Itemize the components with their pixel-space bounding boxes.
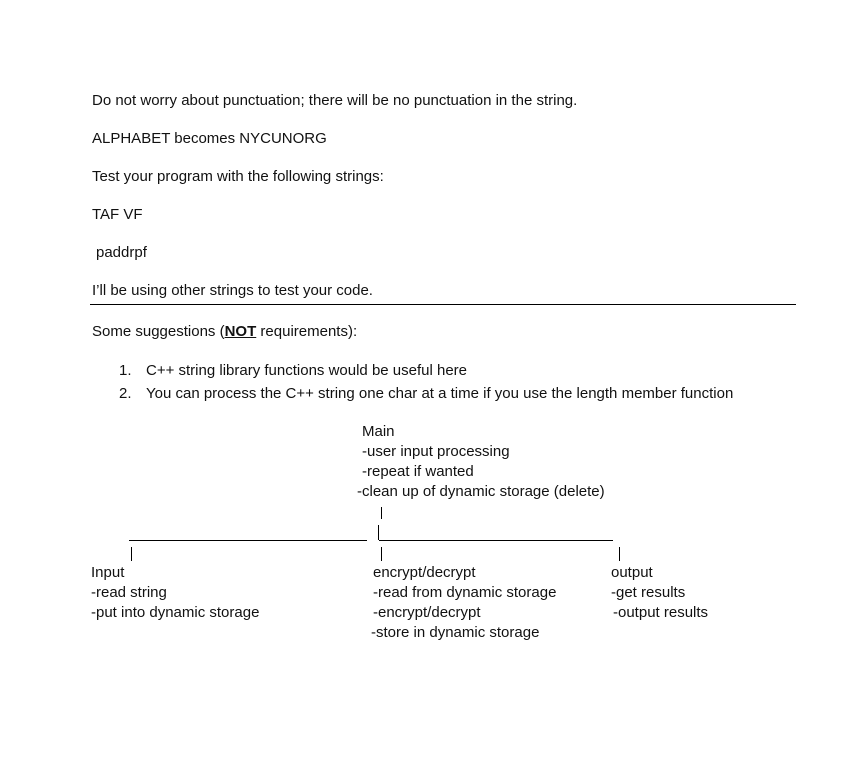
suggestions-suffix: requirements):: [256, 323, 358, 340]
suggestions-emphasis: NOT: [224, 323, 257, 340]
example-text: ALPHABET becomes NYCUNORG: [92, 130, 327, 147]
suggestions-prefix: Some suggestions (: [92, 323, 225, 340]
suggestion-item-2: You can process the C++ string one char at a time if you use the length member function: [146, 385, 734, 402]
suggestion-number-1: 1.: [119, 362, 132, 379]
test-string-1: TAF VF: [92, 206, 143, 223]
diagram-input-line-2: -put into dynamic storage: [91, 604, 260, 621]
output-connector: [619, 547, 620, 561]
branch-line-right: [379, 540, 613, 541]
diagram-input-title: Input: [91, 564, 125, 581]
diagram-main-line-2: -repeat if wanted: [362, 463, 474, 480]
input-connector: [131, 547, 132, 561]
main-connector-upper: [381, 507, 382, 519]
diagram-output-line-2: -output results: [613, 604, 709, 621]
test-intro: Test your program with the following strings:: [92, 168, 384, 185]
section-divider: [90, 304, 796, 305]
main-connector-lower: [378, 525, 379, 540]
branch-line-left: [129, 540, 367, 541]
diagram-input-line-1: -read string: [91, 584, 167, 601]
diagram-encrypt-line-2: -encrypt/decrypt: [373, 604, 481, 621]
diagram-encrypt-line-3: -store in dynamic storage: [371, 624, 540, 641]
suggestion-number-2: 2.: [119, 385, 132, 402]
diagram-encrypt-line-1: -read from dynamic storage: [373, 584, 557, 601]
other-strings-note: I’ll be using other strings to test your code.: [92, 282, 373, 299]
diagram-output-title: output: [611, 564, 653, 581]
punctuation-note: Do not worry about punctuation; there will be no punctuation in the string.: [92, 92, 578, 109]
diagram-main-line-1: -user input processing: [362, 443, 510, 460]
suggestion-item-1: C++ string library functions would be useful here: [146, 362, 468, 379]
diagram-main-line-3: -clean up of dynamic storage (delete): [357, 483, 605, 500]
diagram-main-title: Main: [362, 423, 395, 440]
diagram-output-line-1: -get results: [611, 584, 686, 601]
encrypt-connector: [381, 547, 382, 561]
test-string-2: paddrpf: [96, 244, 147, 261]
suggestions-heading: [92, 323, 357, 341]
diagram-encrypt-title: encrypt/decrypt: [373, 564, 476, 581]
